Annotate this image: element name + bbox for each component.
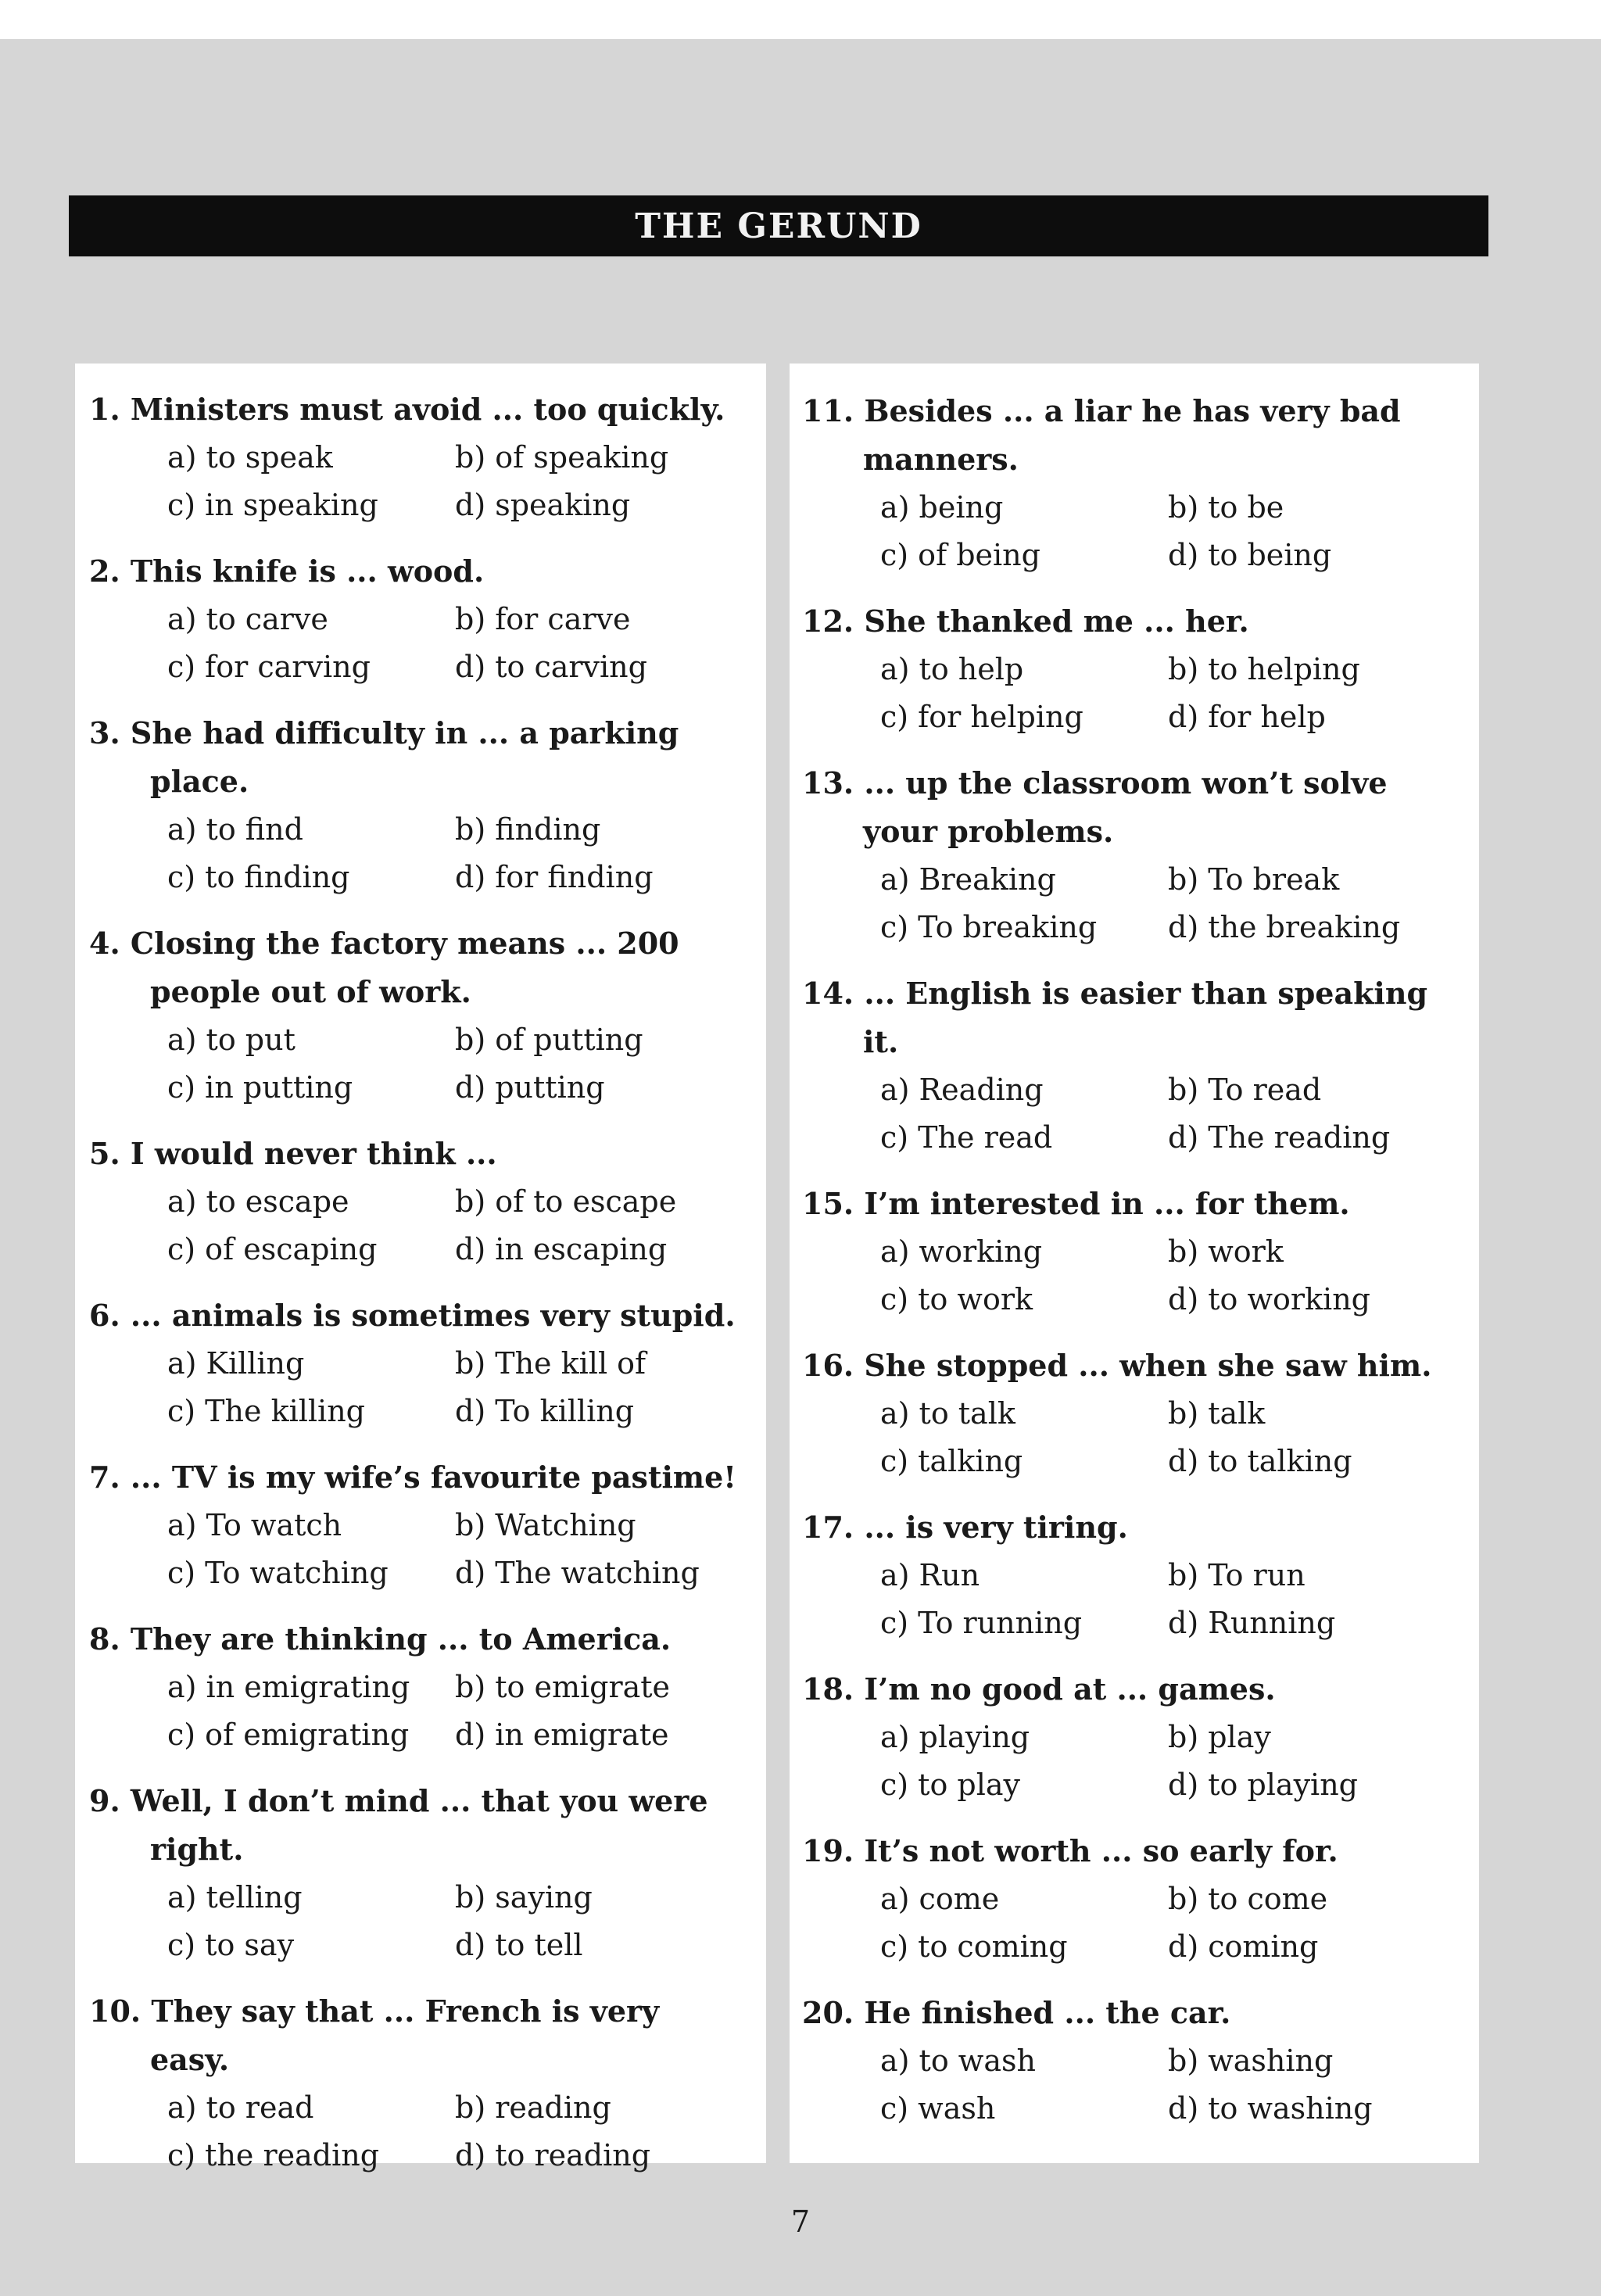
question-number: 1. bbox=[89, 392, 120, 427]
question-number: 16. bbox=[802, 1348, 854, 1383]
question-item bbox=[802, 597, 1479, 741]
answer-option: c) of emigrating bbox=[167, 1718, 410, 1752]
question-item bbox=[802, 387, 1479, 579]
answer-option: a) Reading bbox=[880, 1073, 1044, 1107]
question-item bbox=[89, 1291, 766, 1435]
question-item bbox=[89, 547, 766, 691]
answer-option: a) to help bbox=[880, 652, 1024, 686]
question-stem bbox=[802, 1665, 1456, 1714]
answer-option: a) to escape bbox=[167, 1184, 349, 1219]
answer-option: d) Running bbox=[1168, 1606, 1336, 1640]
question-number: 5. bbox=[89, 1136, 120, 1171]
question-text: ... TV is my wife’s favourite pastime! bbox=[130, 1460, 736, 1495]
answer-options bbox=[802, 856, 1479, 951]
answer-option: c) the reading bbox=[167, 2138, 380, 2172]
question-text: Besides ... a liar he has very bad manners. bbox=[863, 393, 1401, 477]
answer-option: d) The reading bbox=[1168, 1120, 1391, 1155]
question-stem bbox=[89, 709, 743, 806]
question-text: I’m interested in ... for them. bbox=[864, 1186, 1350, 1221]
answer-options bbox=[89, 596, 766, 691]
question-item bbox=[89, 709, 766, 901]
question-stem bbox=[802, 1341, 1456, 1390]
answer-option: b) washing bbox=[1168, 2043, 1334, 2078]
question-item bbox=[89, 1987, 766, 2180]
page-title: THE GERUND bbox=[69, 195, 1488, 256]
question-number: 4. bbox=[89, 926, 120, 961]
answer-option: d) to working bbox=[1168, 1282, 1371, 1316]
answer-option: a) Killing bbox=[167, 1346, 305, 1381]
answer-option: b) reading bbox=[455, 2090, 611, 2125]
answer-option: a) Run bbox=[880, 1558, 980, 1592]
answer-options bbox=[802, 1552, 1479, 1647]
question-text: ... English is easier than speaking it. bbox=[863, 976, 1428, 1059]
question-text: Ministers must avoid ... too quickly. bbox=[130, 392, 725, 427]
answer-option: b) Watching bbox=[455, 1508, 636, 1542]
answer-option: c) wash bbox=[880, 2091, 996, 2126]
question-stem bbox=[89, 1777, 743, 1874]
answer-option: c) To running bbox=[880, 1606, 1083, 1640]
answer-option: d) the breaking bbox=[1168, 910, 1401, 944]
answer-option: b) To read bbox=[1168, 1073, 1322, 1107]
question-stem bbox=[89, 1615, 743, 1664]
answer-option: d) to playing bbox=[1168, 1768, 1359, 1802]
answer-option: d) coming bbox=[1168, 1929, 1319, 1964]
question-item bbox=[802, 759, 1479, 951]
answer-option: b) for carve bbox=[455, 602, 631, 636]
answer-option: b) to emigrate bbox=[455, 1670, 671, 1704]
answer-option: d) to reading bbox=[455, 2138, 651, 2172]
answer-option: a) To watch bbox=[167, 1508, 342, 1542]
answer-option: a) to wash bbox=[880, 2043, 1036, 2078]
answer-option: d) To killing bbox=[455, 1394, 635, 1428]
question-item bbox=[802, 1341, 1479, 1485]
answer-options bbox=[802, 1228, 1479, 1324]
question-text: ... up the classroom won’t solve your problems. bbox=[863, 765, 1388, 849]
answer-options bbox=[89, 1502, 766, 1597]
question-text: She stopped ... when she saw him. bbox=[864, 1348, 1432, 1383]
question-text: She had difficulty in ... a parking place. bbox=[130, 715, 679, 799]
question-item bbox=[802, 1827, 1479, 1971]
answer-option: c) to say bbox=[167, 1928, 295, 1962]
answer-option: b) saying bbox=[455, 1880, 593, 1915]
question-number: 8. bbox=[89, 1621, 120, 1657]
answer-option: a) telling bbox=[167, 1880, 303, 1915]
question-item bbox=[89, 1615, 766, 1759]
question-item bbox=[89, 385, 766, 529]
answer-option: a) in emigrating bbox=[167, 1670, 410, 1704]
answer-option: d) in escaping bbox=[455, 1232, 668, 1266]
question-stem bbox=[802, 1503, 1456, 1552]
question-text: I’m no good at ... games. bbox=[864, 1671, 1276, 1707]
question-stem bbox=[802, 387, 1456, 484]
answer-options bbox=[802, 484, 1479, 579]
answer-option: c) in speaking bbox=[167, 488, 378, 522]
answer-option: c) talking bbox=[880, 1444, 1023, 1478]
answer-option: b) play bbox=[1168, 1720, 1271, 1754]
question-text: ... is very tiring. bbox=[864, 1510, 1128, 1545]
answer-option: d) for help bbox=[1168, 700, 1326, 734]
question-item bbox=[802, 1665, 1479, 1809]
answer-option: a) to read bbox=[167, 2090, 314, 2125]
question-stem bbox=[802, 597, 1456, 646]
answer-option: d) The watching bbox=[455, 1556, 700, 1590]
question-text: This knife is ... wood. bbox=[130, 553, 485, 589]
answer-option: c) The read bbox=[880, 1120, 1053, 1155]
answer-option: b) of putting bbox=[455, 1023, 643, 1057]
answer-options bbox=[802, 1875, 1479, 1971]
question-text: They say that ... French is very easy. bbox=[150, 1993, 660, 2077]
question-item bbox=[802, 969, 1479, 1162]
answer-option: c) to play bbox=[880, 1768, 1021, 1802]
questions-column-left bbox=[75, 364, 766, 2172]
answer-options bbox=[89, 1874, 766, 1969]
answer-option: c) for carving bbox=[167, 650, 371, 684]
question-number: 2. bbox=[89, 553, 120, 589]
question-text: He finished ... the car. bbox=[864, 1995, 1231, 2030]
answer-options bbox=[89, 1340, 766, 1435]
question-item bbox=[802, 1180, 1479, 1324]
answer-option: b) work bbox=[1168, 1234, 1284, 1269]
question-number: 19. bbox=[802, 1833, 854, 1868]
question-stem bbox=[89, 919, 743, 1016]
question-text: They are thinking ... to America. bbox=[130, 1621, 672, 1657]
answer-option: a) playing bbox=[880, 1720, 1030, 1754]
answer-options bbox=[802, 1066, 1479, 1162]
question-stem bbox=[89, 1291, 743, 1340]
answer-option: a) being bbox=[880, 490, 1004, 525]
question-stem bbox=[802, 1989, 1456, 2037]
answer-option: d) in emigrate bbox=[455, 1718, 669, 1752]
question-number: 12. bbox=[802, 604, 854, 639]
answer-option: c) for helping bbox=[880, 700, 1083, 734]
answer-option: c) to work bbox=[880, 1282, 1033, 1316]
answer-options bbox=[89, 1016, 766, 1112]
answer-option: c) The killing bbox=[167, 1394, 366, 1428]
answer-option: c) of being bbox=[880, 538, 1040, 572]
question-stem bbox=[89, 385, 743, 434]
question-number: 10. bbox=[89, 1993, 141, 2029]
question-stem bbox=[89, 1987, 743, 2084]
answer-options bbox=[802, 2037, 1479, 2133]
answer-option: b) of to escape bbox=[455, 1184, 677, 1219]
question-stem bbox=[89, 1453, 743, 1502]
answer-option: a) to speak bbox=[167, 440, 333, 475]
answer-option: d) speaking bbox=[455, 488, 631, 522]
answer-options bbox=[89, 1178, 766, 1273]
question-text: Well, I don’t mind ... that you were right. bbox=[130, 1783, 708, 1867]
answer-option: b) of speaking bbox=[455, 440, 669, 475]
answer-option: b) To break bbox=[1168, 862, 1340, 897]
answer-options bbox=[89, 434, 766, 529]
answer-option: b) To run bbox=[1168, 1558, 1306, 1592]
answer-option: b) to helping bbox=[1168, 652, 1360, 686]
question-item bbox=[89, 1130, 766, 1273]
answer-option: a) come bbox=[880, 1882, 1000, 1916]
answer-option: d) to tell bbox=[455, 1928, 583, 1962]
answer-option: d) putting bbox=[455, 1070, 605, 1105]
answer-option: b) finding bbox=[455, 812, 601, 847]
question-number: 3. bbox=[89, 715, 120, 750]
question-number: 7. bbox=[89, 1460, 120, 1495]
question-number: 18. bbox=[802, 1671, 854, 1707]
answer-options bbox=[802, 646, 1479, 741]
question-number: 20. bbox=[802, 1995, 854, 2030]
questions-column-right bbox=[790, 364, 1479, 2163]
answer-option: d) to being bbox=[1168, 538, 1332, 572]
question-stem bbox=[89, 1130, 743, 1178]
answer-options bbox=[802, 1390, 1479, 1485]
answer-options bbox=[89, 2084, 766, 2180]
answer-option: a) to carve bbox=[167, 602, 328, 636]
answer-option: c) in putting bbox=[167, 1070, 353, 1105]
answer-option: b) to be bbox=[1168, 490, 1284, 525]
question-number: 13. bbox=[802, 765, 854, 801]
question-number: 6. bbox=[89, 1298, 120, 1333]
answer-option: b) talk bbox=[1168, 1396, 1266, 1431]
answer-option: c) To watching bbox=[167, 1556, 389, 1590]
question-item bbox=[802, 1989, 1479, 2133]
question-text: Closing the factory means ... 200 people out of work. bbox=[130, 926, 679, 1009]
answer-options bbox=[802, 1714, 1479, 1809]
answer-option: d) to washing bbox=[1168, 2091, 1373, 2126]
question-number: 11. bbox=[802, 393, 854, 428]
question-item bbox=[802, 1503, 1479, 1647]
answer-option: a) to talk bbox=[880, 1396, 1015, 1431]
answer-option: a) to find bbox=[167, 812, 303, 847]
answer-option: c) To breaking bbox=[880, 910, 1098, 944]
question-stem bbox=[802, 1180, 1456, 1228]
question-stem bbox=[802, 969, 1456, 1066]
question-number: 15. bbox=[802, 1186, 854, 1221]
answer-option: a) working bbox=[880, 1234, 1043, 1269]
answer-option: d) to talking bbox=[1168, 1444, 1352, 1478]
question-item bbox=[89, 919, 766, 1112]
question-number: 9. bbox=[89, 1783, 120, 1818]
question-number: 14. bbox=[802, 976, 854, 1011]
answer-option: d) for finding bbox=[455, 860, 654, 894]
answer-options bbox=[89, 806, 766, 901]
question-stem bbox=[89, 547, 743, 596]
question-item bbox=[89, 1453, 766, 1597]
answer-option: d) to carving bbox=[455, 650, 647, 684]
question-text: It’s not worth ... so early for. bbox=[864, 1833, 1338, 1868]
question-item bbox=[89, 1777, 766, 1969]
answer-option: a) Breaking bbox=[880, 862, 1056, 897]
page-number: 7 bbox=[790, 2205, 811, 2239]
question-text: ... animals is sometimes very stupid. bbox=[130, 1298, 736, 1333]
question-stem bbox=[802, 1827, 1456, 1875]
answer-option: b) to come bbox=[1168, 1882, 1328, 1916]
question-stem bbox=[802, 759, 1456, 856]
answer-option: c) of escaping bbox=[167, 1232, 378, 1266]
question-text: She thanked me ... her. bbox=[864, 604, 1249, 639]
question-number: 17. bbox=[802, 1510, 854, 1545]
answer-option: b) The kill of bbox=[455, 1346, 646, 1381]
answer-options bbox=[89, 1664, 766, 1759]
question-text: I would never think ... bbox=[130, 1136, 497, 1171]
answer-option: c) to finding bbox=[167, 860, 350, 894]
answer-option: a) to put bbox=[167, 1023, 295, 1057]
answer-option: c) to coming bbox=[880, 1929, 1068, 1964]
